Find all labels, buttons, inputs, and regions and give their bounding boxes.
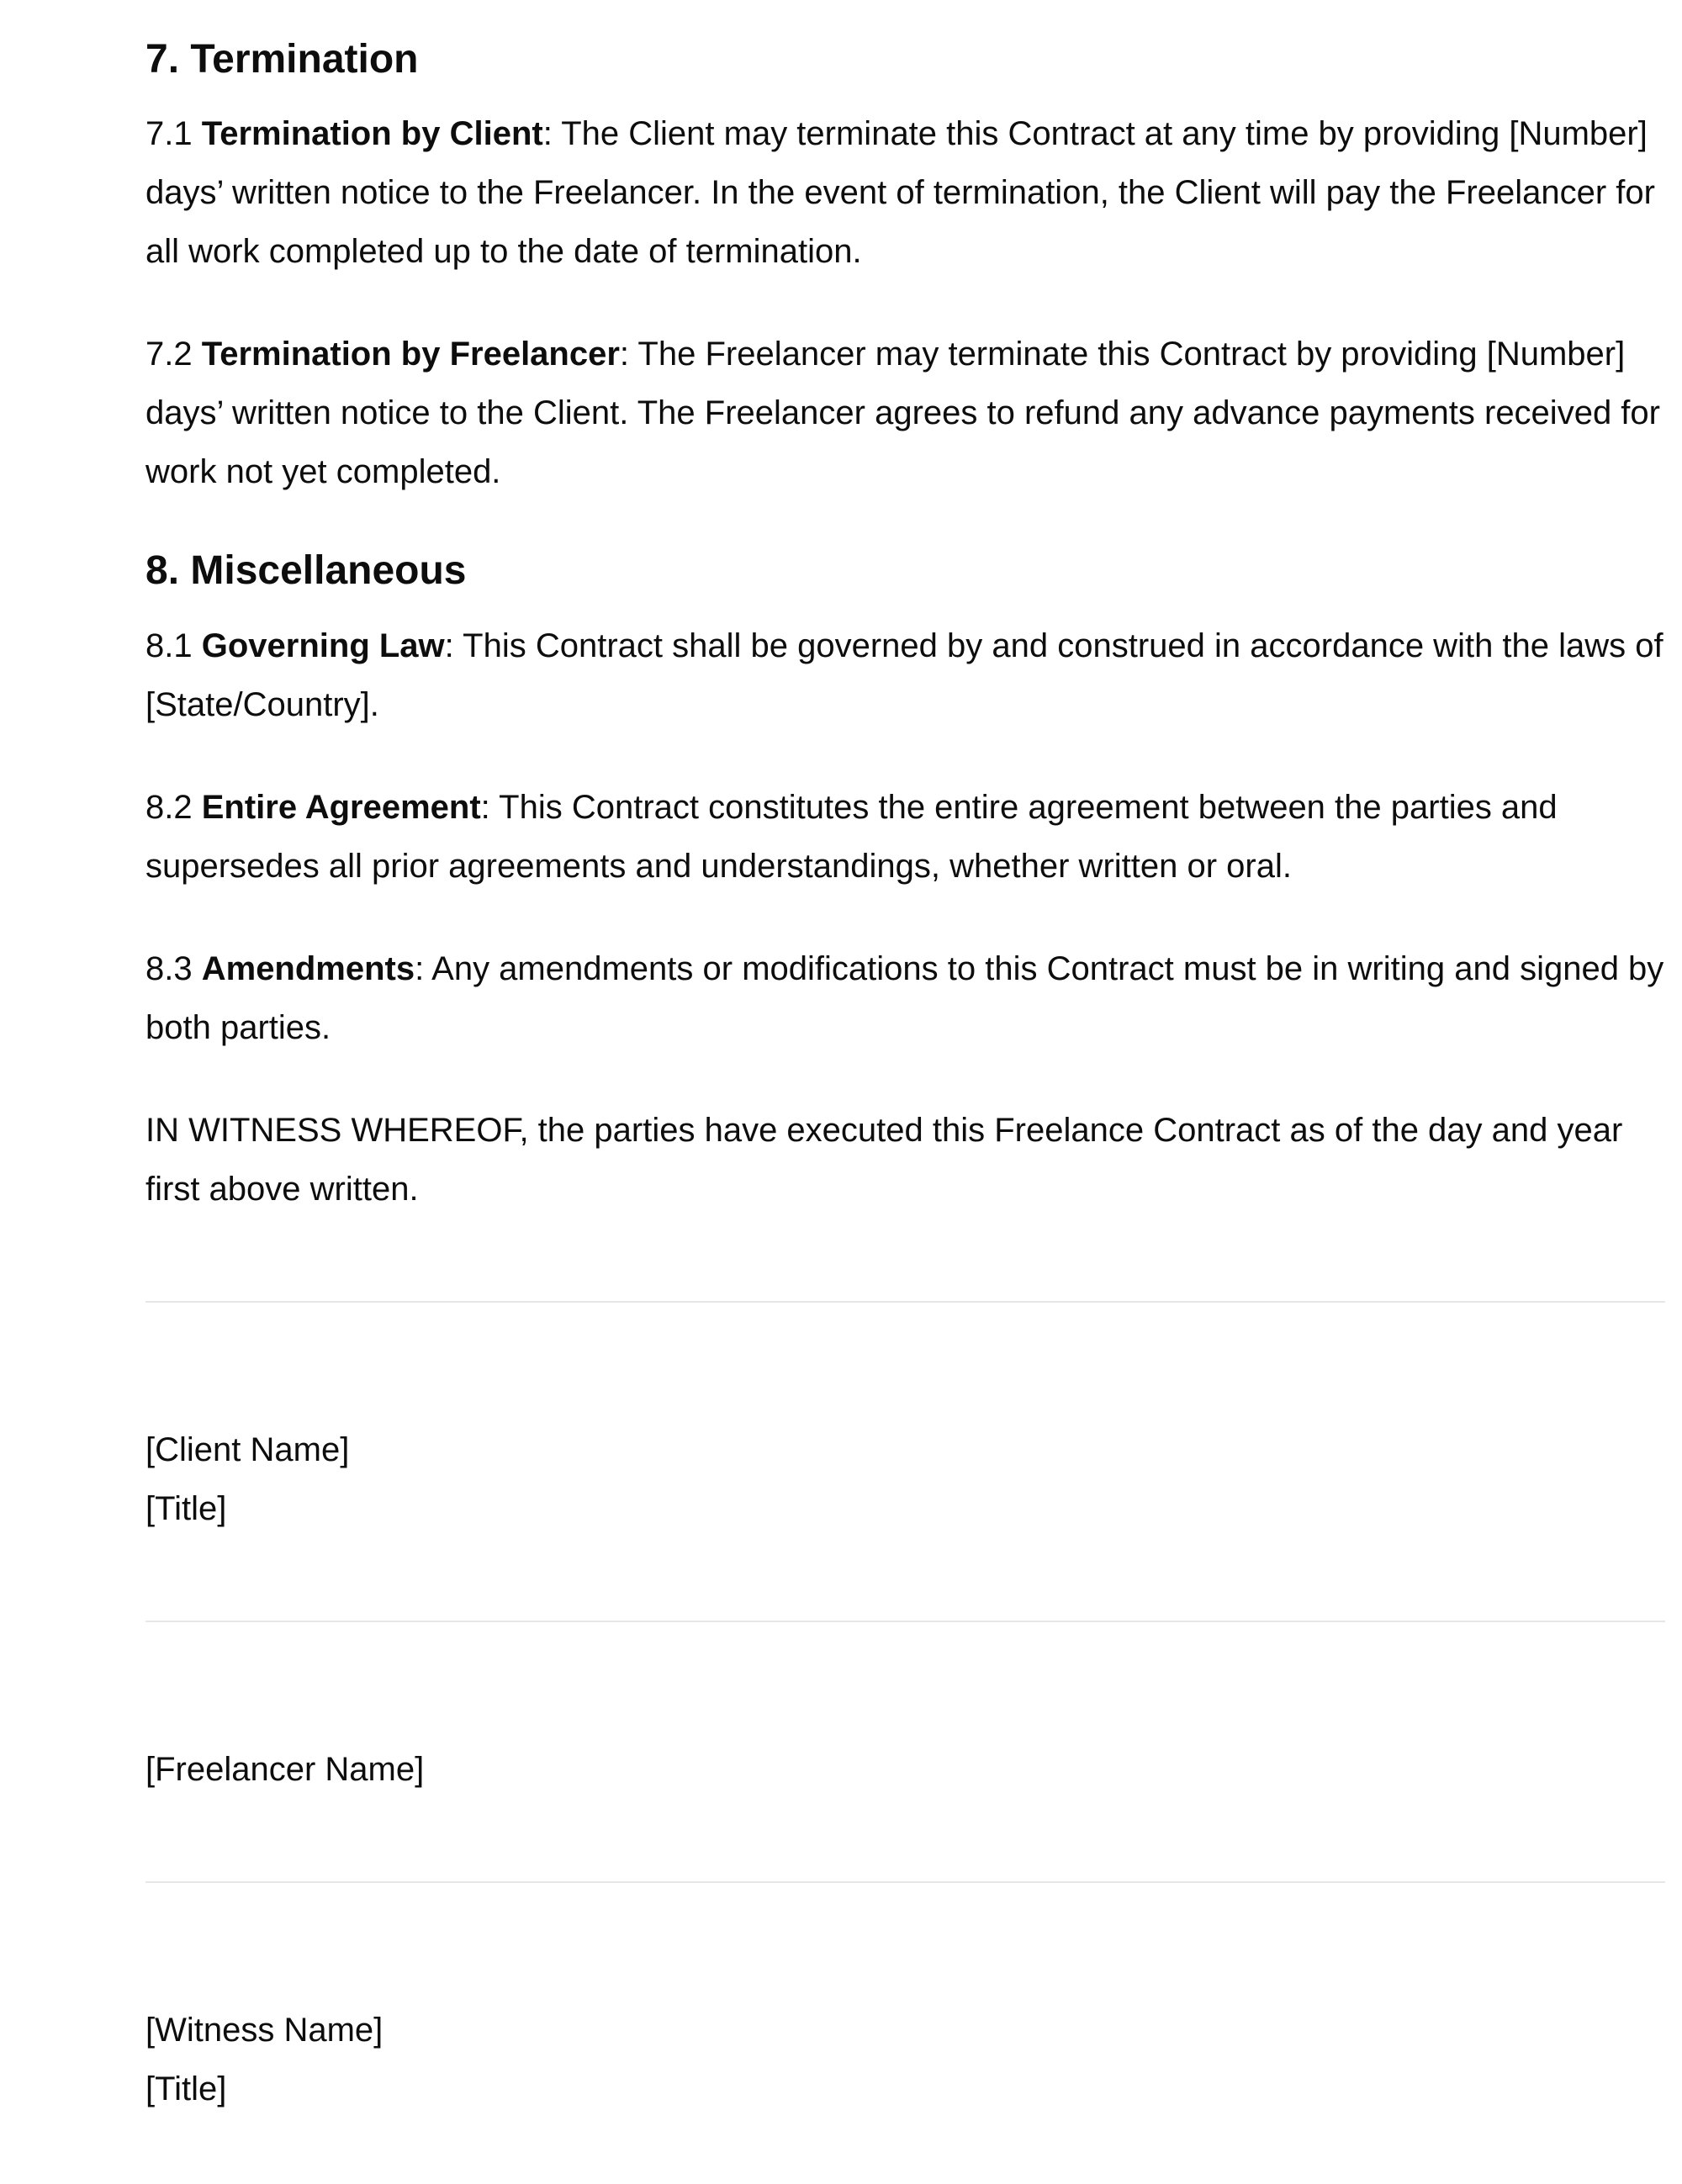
clause-7-2 — [145, 325, 1665, 501]
clause-text: : The Client may terminate this Contract at any time by providing [Number] days’ written notice to the Freelancer. In the event of termination, the Client will pay the Freelancer for all work completed up to the date of termination. — [145, 115, 1655, 271]
signature-title-client: [Title] — [145, 1489, 227, 1527]
clause-label: Termination by Freelancer — [201, 336, 620, 373]
clause-number: 7.2 — [145, 336, 193, 373]
signature-name-freelancer: [Freelancer Name] — [145, 1750, 425, 1788]
signature-block-witness — [145, 1881, 1665, 2118]
signature-divider — [145, 1301, 1665, 1303]
clause-label: Entire Agreement — [201, 788, 481, 826]
clause-text: : Any amendments or modifications to this Contract must be in writing and signed by both parties. — [145, 949, 1664, 1046]
section-7-termination — [145, 34, 1665, 501]
clause-text: : The Freelancer may terminate this Contract by providing [Number] days’ written notice to the Client. The Freelancer agrees to refund any advance payments received for work not yet completed. — [145, 336, 1660, 491]
clause-number: 8.1 — [145, 627, 193, 664]
clause-8-1 — [145, 616, 1665, 734]
clause-label: Amendments — [201, 949, 415, 987]
clause-label: Termination by Client — [201, 115, 543, 153]
signature-block-freelancer — [145, 1621, 1665, 1799]
signature-title-witness: [Title] — [145, 2070, 227, 2107]
clause-text: : This Contract constitutes the entire agreement between the parties and supersedes all prior agreements and understandings, whether written or oral. — [145, 788, 1558, 885]
witness-clause: IN WITNESS WHEREOF, the parties have executed this Freelance Contract as of the day and year first above written. — [145, 1111, 1623, 1208]
clause-number: 8.2 — [145, 788, 193, 826]
document-content — [145, 34, 1665, 2118]
clause-8-2 — [145, 778, 1665, 896]
clause-number: 7.1 — [145, 115, 193, 153]
heading-miscellaneous: 8. Miscellaneous — [145, 548, 467, 594]
signature-name-client: [Client Name] — [145, 1430, 350, 1468]
clause-7-1 — [145, 104, 1665, 281]
clause-label: Governing Law — [201, 627, 445, 664]
section-8-miscellaneous — [145, 545, 1665, 1056]
clause-8-3 — [145, 939, 1665, 1057]
heading-termination: 7. Termination — [145, 37, 419, 82]
clause-number: 8.3 — [145, 949, 193, 987]
signature-divider — [145, 1881, 1665, 1883]
clause-text: : This Contract shall be governed by and construed in accordance with the laws of [State/Country]. — [145, 627, 1663, 723]
signature-name-witness: [Witness Name] — [145, 2011, 383, 2049]
signature-divider — [145, 1621, 1665, 1622]
signature-block-client — [145, 1301, 1665, 1538]
